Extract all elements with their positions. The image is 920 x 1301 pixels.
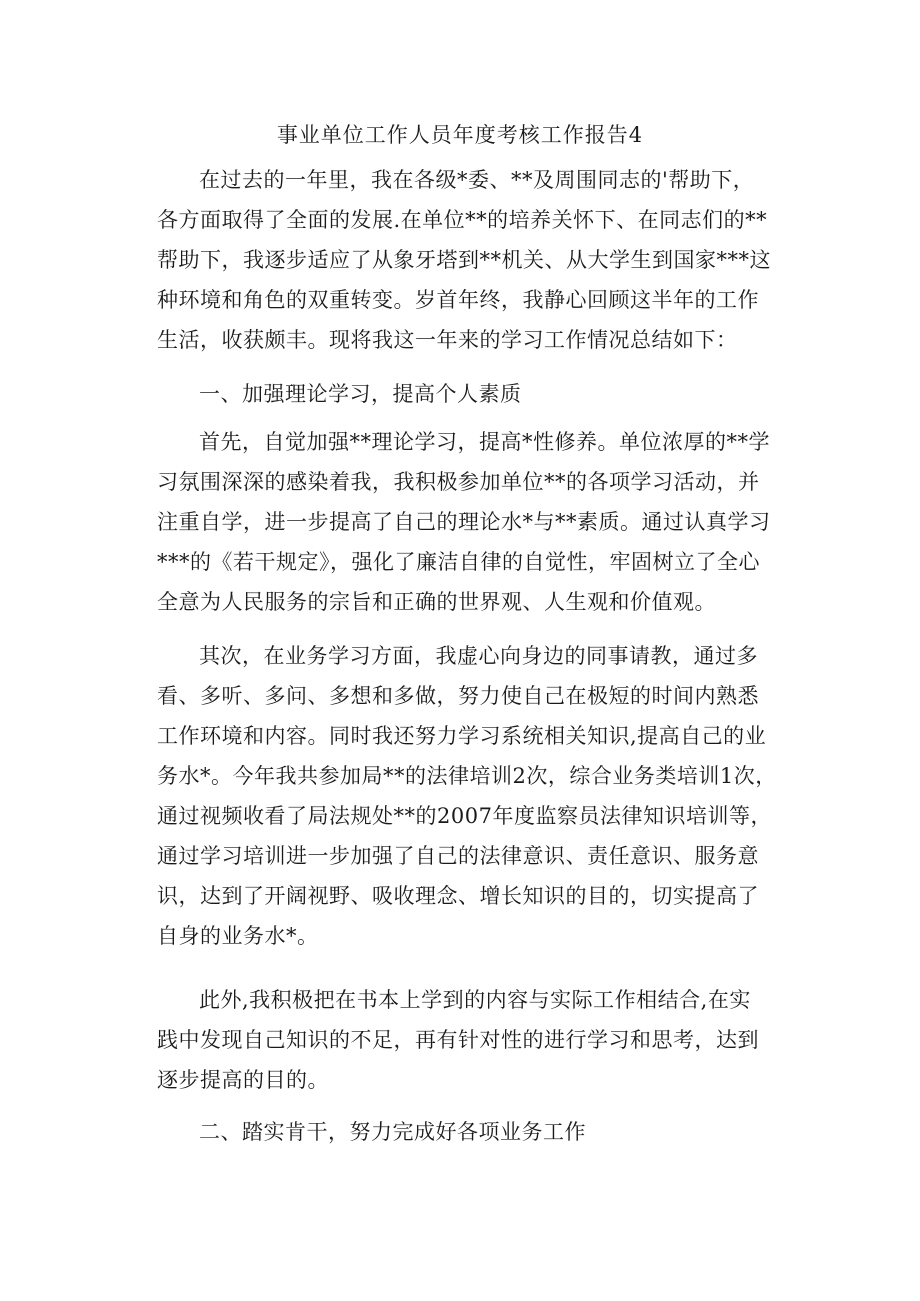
paragraph-line: 各方面取得了全面的发展.在单位**的培养关怀下、在同志们的** [157, 208, 768, 232]
paragraph-line: 首先，自觉加强**理论学习，提高*性修养。单位浓厚的**学 [199, 430, 770, 454]
paragraph-line: 逐步提高的目的。 [157, 1068, 329, 1092]
paragraph-line: 此外,我积极把在书本上学到的内容与实际工作相结合,在实 [199, 988, 751, 1012]
paragraph-line: 践中发现自己知识的不足，再有针对性的进行学习和思考，达到 [157, 1028, 759, 1052]
paragraph-theory [157, 422, 779, 622]
section-heading-1 [157, 374, 779, 414]
paragraph-line: 工作环境和内容。同时我还努力学习系统相关知识,提高自己的业 [157, 724, 767, 748]
section-heading-2 [157, 1112, 779, 1152]
paragraph-line: 帮助下，我逐步适应了从象牙塔到**机关、从大学生到国家***这 [157, 248, 771, 272]
paragraph-line: 在过去的一年里，我在各级*委、**及周围同志的'帮助下， [199, 168, 755, 192]
paragraph-line: ***的《若干规定》，强化了廉洁自律的自觉性，牢固树立了全心 [157, 550, 760, 574]
paragraph-line: 识，达到了开阔视野、吸收理念、增长知识的目的，切实提高了 [157, 884, 759, 908]
paragraph-intro [157, 160, 779, 360]
paragraph-practice [157, 980, 779, 1100]
document-title: 事业单位工作人员年度考核工作报告4 [276, 123, 644, 147]
paragraph-line: 看、多听、多问、多想和多做，努力使自己在极短的时间内熟悉 [157, 684, 759, 708]
paragraph-line: 其次，在业务学习方面，我虚心向身边的同事请教，通过多 [199, 644, 758, 668]
paragraph-line: 习氛围深深的感染着我，我积极参加单位**的各项学习活动，并 [157, 470, 760, 494]
paragraph-line: 自身的业务水*。 [157, 924, 319, 948]
paragraph-line: 全意为人民服务的宗旨和正确的世界观、人生观和价值观。 [157, 590, 716, 614]
paragraph-line: 生活，收获颇丰。现将我这一年来的学习工作情况总结如下： [157, 328, 738, 352]
paragraph-line: 务水*。今年我共参加局**的法律培训2次，综合业务类培训1次， [157, 764, 777, 788]
paragraph-line: 通过学习培训进一步加强了自己的法律意识、责任意识、服务意 [157, 844, 759, 868]
paragraph-business-study [157, 636, 779, 956]
section-heading-text: 一、加强理论学习，提高个人素质 [199, 382, 522, 406]
paragraph-line: 种环境和角色的双重转变。岁首年终，我静心回顾这半年的工作 [157, 288, 759, 312]
paragraph-line: 通过视频收看了局法规处**的2007年度监察员法律知识培训等， [157, 804, 772, 828]
paragraph-line: 注重自学，进一步提高了自己的理论水*与**素质。通过认真学习 [157, 510, 771, 534]
section-heading-text: 二、踏实肯干，努力完成好各项业务工作 [199, 1120, 586, 1144]
